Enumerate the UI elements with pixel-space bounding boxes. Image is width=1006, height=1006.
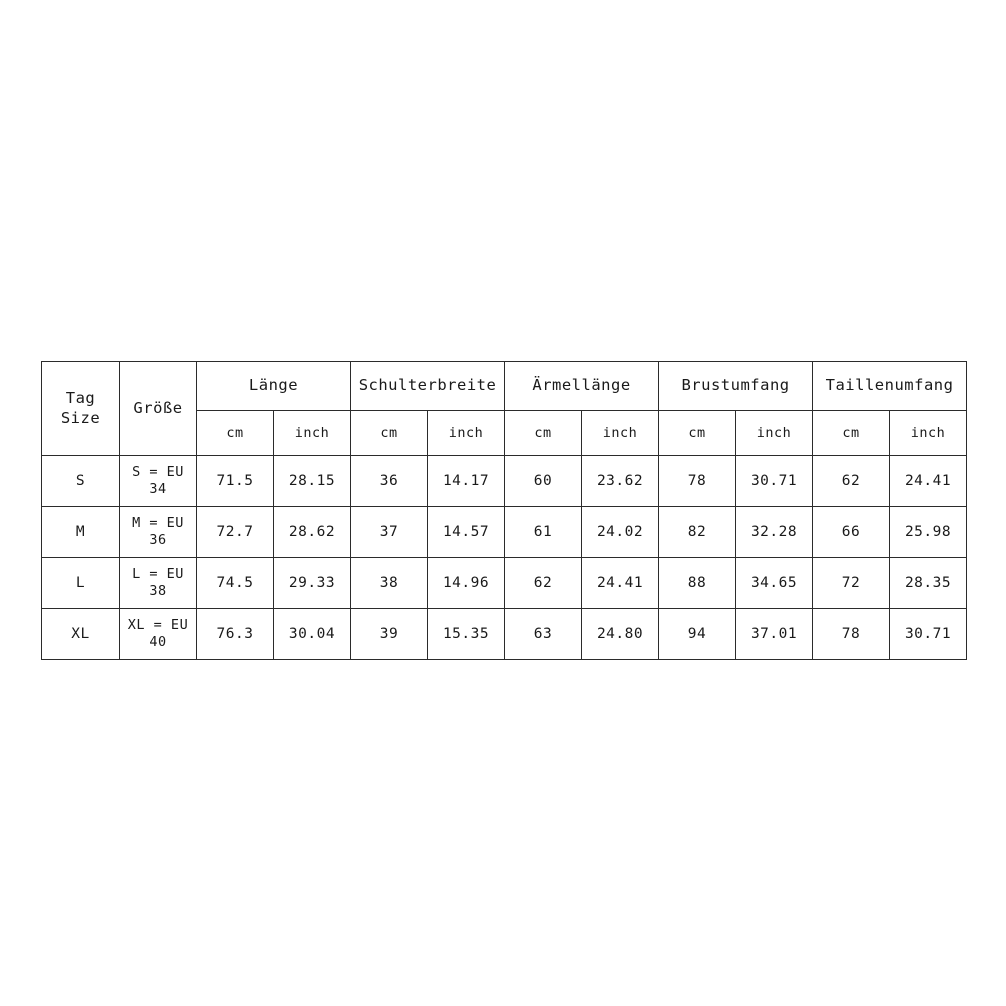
header-groesse: Größe [120, 362, 197, 456]
header-unit-aermellaenge-cm: cm [505, 411, 582, 456]
cell-value: 72.7 [197, 507, 274, 558]
cell-value: 88 [659, 558, 736, 609]
cell-groesse: L = EU 38 [120, 558, 197, 609]
table-row [42, 507, 967, 558]
cell-value: 61 [505, 507, 582, 558]
table-row [42, 456, 967, 507]
size-chart-table [41, 361, 967, 660]
header-tag-size-line2: Size [60, 408, 101, 427]
cell-tag-size: M [42, 507, 120, 558]
cell-tag-size: L [42, 558, 120, 609]
cell-value: 76.3 [197, 609, 274, 660]
cell-value: 14.96 [428, 558, 505, 609]
header-group-laenge: Länge [197, 362, 351, 411]
size-chart-container [41, 361, 965, 660]
cell-value: 37 [351, 507, 428, 558]
cell-value: 23.62 [582, 456, 659, 507]
cell-value: 37.01 [736, 609, 813, 660]
cell-tag-size: XL [42, 609, 120, 660]
table-header-group-row [42, 362, 967, 411]
cell-groesse: XL = EU 40 [120, 609, 197, 660]
header-unit-schulterbreite-cm: cm [351, 411, 428, 456]
cell-value: 32.28 [736, 507, 813, 558]
header-unit-laenge-cm: cm [197, 411, 274, 456]
header-unit-brustumfang-inch: inch [736, 411, 813, 456]
cell-value: 36 [351, 456, 428, 507]
cell-value: 30.71 [890, 609, 967, 660]
header-tag-size [42, 362, 120, 456]
cell-value: 14.17 [428, 456, 505, 507]
cell-value: 30.04 [274, 609, 351, 660]
header-group-taillenumfang: Taillenumfang [813, 362, 967, 411]
cell-value: 63 [505, 609, 582, 660]
header-unit-aermellaenge-inch: inch [582, 411, 659, 456]
cell-value: 78 [813, 609, 890, 660]
header-group-aermellaenge: Ärmellänge [505, 362, 659, 411]
header-group-brustumfang: Brustumfang [659, 362, 813, 411]
header-unit-taillenumfang-cm: cm [813, 411, 890, 456]
cell-value: 14.57 [428, 507, 505, 558]
cell-value: 94 [659, 609, 736, 660]
cell-groesse: S = EU 34 [120, 456, 197, 507]
header-tag-size-line1: Tag [65, 389, 96, 408]
cell-value: 60 [505, 456, 582, 507]
table-row [42, 609, 967, 660]
cell-value: 30.71 [736, 456, 813, 507]
cell-value: 62 [813, 456, 890, 507]
cell-value: 29.33 [274, 558, 351, 609]
cell-value: 24.41 [890, 456, 967, 507]
cell-value: 34.65 [736, 558, 813, 609]
cell-value: 39 [351, 609, 428, 660]
cell-value: 78 [659, 456, 736, 507]
header-unit-laenge-inch: inch [274, 411, 351, 456]
cell-value: 24.02 [582, 507, 659, 558]
cell-value: 15.35 [428, 609, 505, 660]
cell-value: 28.62 [274, 507, 351, 558]
header-unit-taillenumfang-inch: inch [890, 411, 967, 456]
cell-value: 71.5 [197, 456, 274, 507]
header-unit-brustumfang-cm: cm [659, 411, 736, 456]
cell-tag-size: S [42, 456, 120, 507]
header-group-schulterbreite: Schulterbreite [351, 362, 505, 411]
cell-value: 24.41 [582, 558, 659, 609]
cell-value: 28.35 [890, 558, 967, 609]
cell-value: 82 [659, 507, 736, 558]
cell-value: 38 [351, 558, 428, 609]
cell-value: 72 [813, 558, 890, 609]
header-unit-schulterbreite-inch: inch [428, 411, 505, 456]
cell-value: 66 [813, 507, 890, 558]
cell-value: 28.15 [274, 456, 351, 507]
cell-value: 25.98 [890, 507, 967, 558]
table-row [42, 558, 967, 609]
cell-value: 62 [505, 558, 582, 609]
cell-groesse: M = EU 36 [120, 507, 197, 558]
cell-value: 74.5 [197, 558, 274, 609]
cell-value: 24.80 [582, 609, 659, 660]
